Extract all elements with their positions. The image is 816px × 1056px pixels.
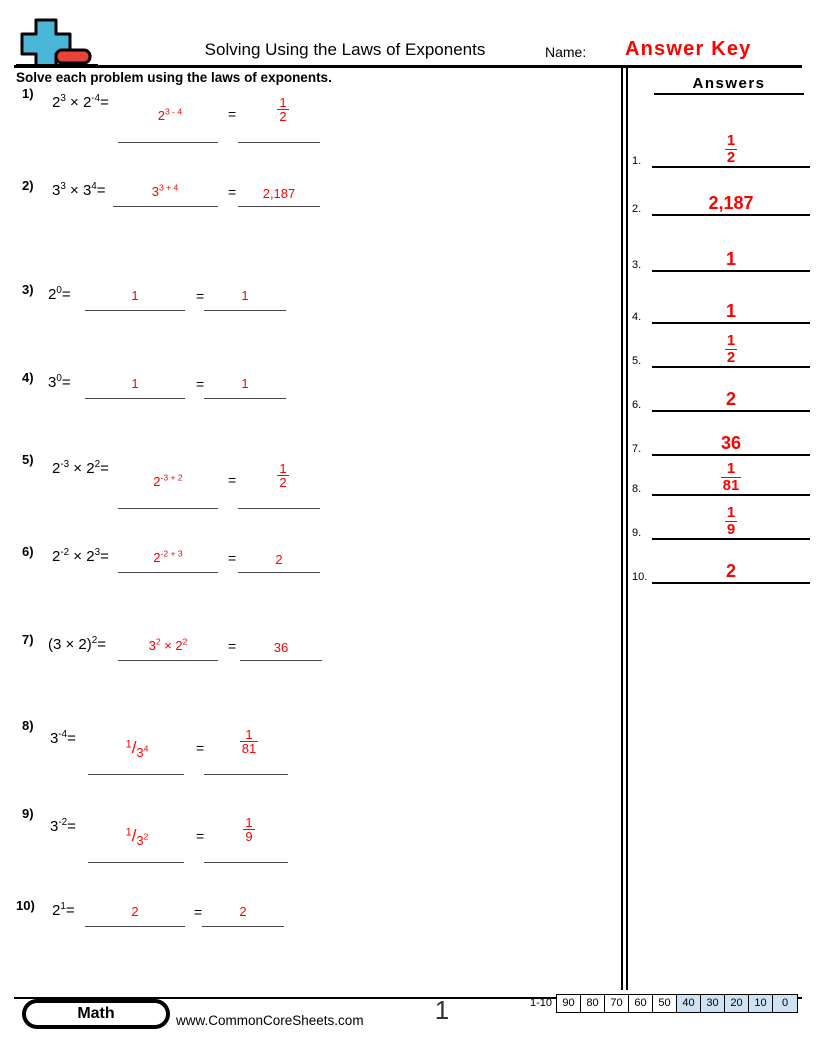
answer-value: 1 [725,249,736,270]
answer-value: 2,187 [708,193,754,214]
scale-cell: 10 [749,995,773,1012]
grading-scale-cells [556,994,798,1013]
work-answer: 1 [131,376,139,391]
scale-cell: 70 [605,995,629,1012]
problem-number: 1) [22,86,34,101]
answer-value: 2 [725,389,736,410]
equals-sign: = [228,472,237,488]
final-blank[interactable] [238,206,320,207]
plus-minus-logo-icon [14,16,100,68]
scale-cell: 0 [773,995,797,1012]
equals-sign: = [196,376,205,392]
answer-row [632,452,816,496]
answer-key-label: Answer Key [625,38,752,60]
problem-number: 8) [22,718,34,733]
answer-row [632,124,816,168]
work-blank[interactable] [85,398,185,399]
final-blank[interactable] [204,398,286,399]
answer-value: 2 [725,561,736,582]
work-blank[interactable] [88,862,184,863]
work-answer: $2^{-2 + 3}$ [153,548,183,565]
answer-value: $\frac{1}{2}$ [726,132,736,166]
answer-index: 9. [632,527,642,539]
work-blank[interactable] [85,310,185,311]
final-answer: $\frac{1}{81}$ [241,727,257,757]
equals-sign: = [228,638,237,654]
equals-sign: = [228,184,237,200]
final-answer: 2,187 [262,186,296,201]
work-answer: $3^2 \times 2^2$ [148,636,188,653]
answer-index: 7. [632,443,642,455]
answer-row [632,496,816,540]
work-answer: $^1/3^2$ [125,826,149,848]
answer-index: 2. [632,203,642,215]
problem-number: 6) [22,544,34,559]
work-blank[interactable] [118,142,218,143]
answer-row [632,228,816,272]
page-title: Solving Using the Laws of Exponents [204,40,486,59]
answer-index: 6. [632,399,642,411]
problem-number: 7) [22,632,34,647]
work-blank[interactable] [118,508,218,509]
problem-row [0,282,620,368]
work-answer: 1 [131,288,139,303]
problem-row [0,370,620,456]
final-blank[interactable] [240,660,322,661]
final-blank[interactable] [238,508,320,509]
final-answer: 36 [273,640,289,655]
final-answer: $\frac{1}{2}$ [279,95,287,125]
answer-row [632,280,816,324]
scale-cell: 60 [629,995,653,1012]
scale-cell: 50 [653,995,677,1012]
work-answer: 2$^{3 - 4}$ [157,106,183,123]
problem-expression: $3^{-4}=$ [50,729,76,747]
site-url: www.CommonCoreSheets.com [176,1013,364,1028]
answer-value: $\frac{1}{9}$ [726,504,736,538]
equals-sign: = [196,740,205,756]
final-answer: $\frac{1}{9}$ [245,815,253,845]
answers-heading: Answers [654,75,804,95]
answer-value: 36 [720,433,742,454]
page-header [0,0,816,68]
problem-row [0,178,620,264]
final-blank[interactable] [204,310,286,311]
problem-expression: $2^0=$ [48,285,71,303]
final-blank[interactable] [204,774,288,775]
problem-row [0,544,620,630]
grading-scale-range: 1-10 [530,997,553,1009]
answer-line [652,214,810,216]
answer-index: 3. [632,259,642,271]
final-blank[interactable] [202,926,284,927]
answer-row [632,368,816,412]
problem-number: 5) [22,452,34,467]
subject-badge [22,999,170,1029]
equals-sign: = [196,288,205,304]
problem-row [0,718,620,804]
scale-cell: 80 [581,995,605,1012]
final-blank[interactable] [204,862,288,863]
final-blank[interactable] [238,142,320,143]
problem-number: 2) [22,178,34,193]
answer-index: 4. [632,311,642,323]
work-answer: $3^{3 + 4}$ [151,182,179,199]
grading-scale [530,994,798,1013]
scale-cell: 30 [701,995,725,1012]
problem-number: 4) [22,370,34,385]
answer-line [652,270,810,272]
final-answer: 1 [241,376,249,391]
problem-expression: $2^{-3} \times 2^2=$ [52,459,109,477]
problem-number: 9) [22,806,34,821]
column-divider [621,66,628,990]
answer-value: $\frac{1}{2}$ [726,332,736,366]
equals-sign: = [194,904,203,920]
problem-row [0,898,620,984]
answer-index: 10. [632,571,648,583]
final-answer: $\frac{1}{2}$ [279,461,287,491]
work-answer: $2^{-3 + 2}$ [153,472,183,489]
problem-row [0,86,620,172]
problem-expression: $3^3 \times 3^4=$ [52,181,106,199]
work-answer: 2 [131,904,139,919]
problem-expression: $2^1=$ [52,901,75,919]
final-answer: 2 [239,904,247,919]
problem-row [0,806,620,892]
answer-row [632,540,816,584]
problem-number: 3) [22,282,34,297]
answer-row [632,324,816,368]
work-blank[interactable] [118,660,218,661]
equals-sign: = [228,550,237,566]
work-blank[interactable] [118,572,218,573]
equals-sign: = [196,828,205,844]
problem-expression: $2^{-2} \times 2^3=$ [52,547,109,565]
equals-sign: = [228,106,237,122]
scale-cell: 20 [725,995,749,1012]
final-blank[interactable] [238,572,320,573]
answer-index: 1. [632,155,642,167]
work-answer: $^1/3^4$ [125,738,149,760]
answer-line [652,582,810,584]
scale-cell: 90 [557,995,581,1012]
header-divider [14,65,802,68]
subject-badge-label: Math [26,1003,166,1025]
problem-expression: $(3 \times 2)^2=$ [48,635,107,653]
answer-index: 8. [632,483,642,495]
name-label: Name: [545,44,587,60]
problem-row [0,632,620,718]
final-answer: 1 [241,288,249,303]
final-answer: 2 [275,552,283,567]
answer-value: $\frac{1}{81}$ [722,460,740,494]
answer-line [652,166,810,168]
work-blank[interactable] [88,774,184,775]
problem-expression: $2^3 \times 2^{-4}=$ [52,93,109,111]
answer-row [632,412,816,456]
problem-expression: $3^0=$ [48,373,71,391]
work-blank[interactable] [113,206,218,207]
problem-number: 10) [16,898,35,913]
problem-row [0,452,620,538]
work-blank[interactable] [85,926,185,927]
instructions-text: Solve each problem using the laws of exponents. [16,70,332,85]
problem-expression: $3^{-2}=$ [50,817,76,835]
scale-cell: 40 [677,995,701,1012]
page-number: 1 [434,995,450,1025]
answer-value: 1 [725,301,736,322]
answer-index: 5. [632,355,642,367]
answer-row [632,172,816,216]
